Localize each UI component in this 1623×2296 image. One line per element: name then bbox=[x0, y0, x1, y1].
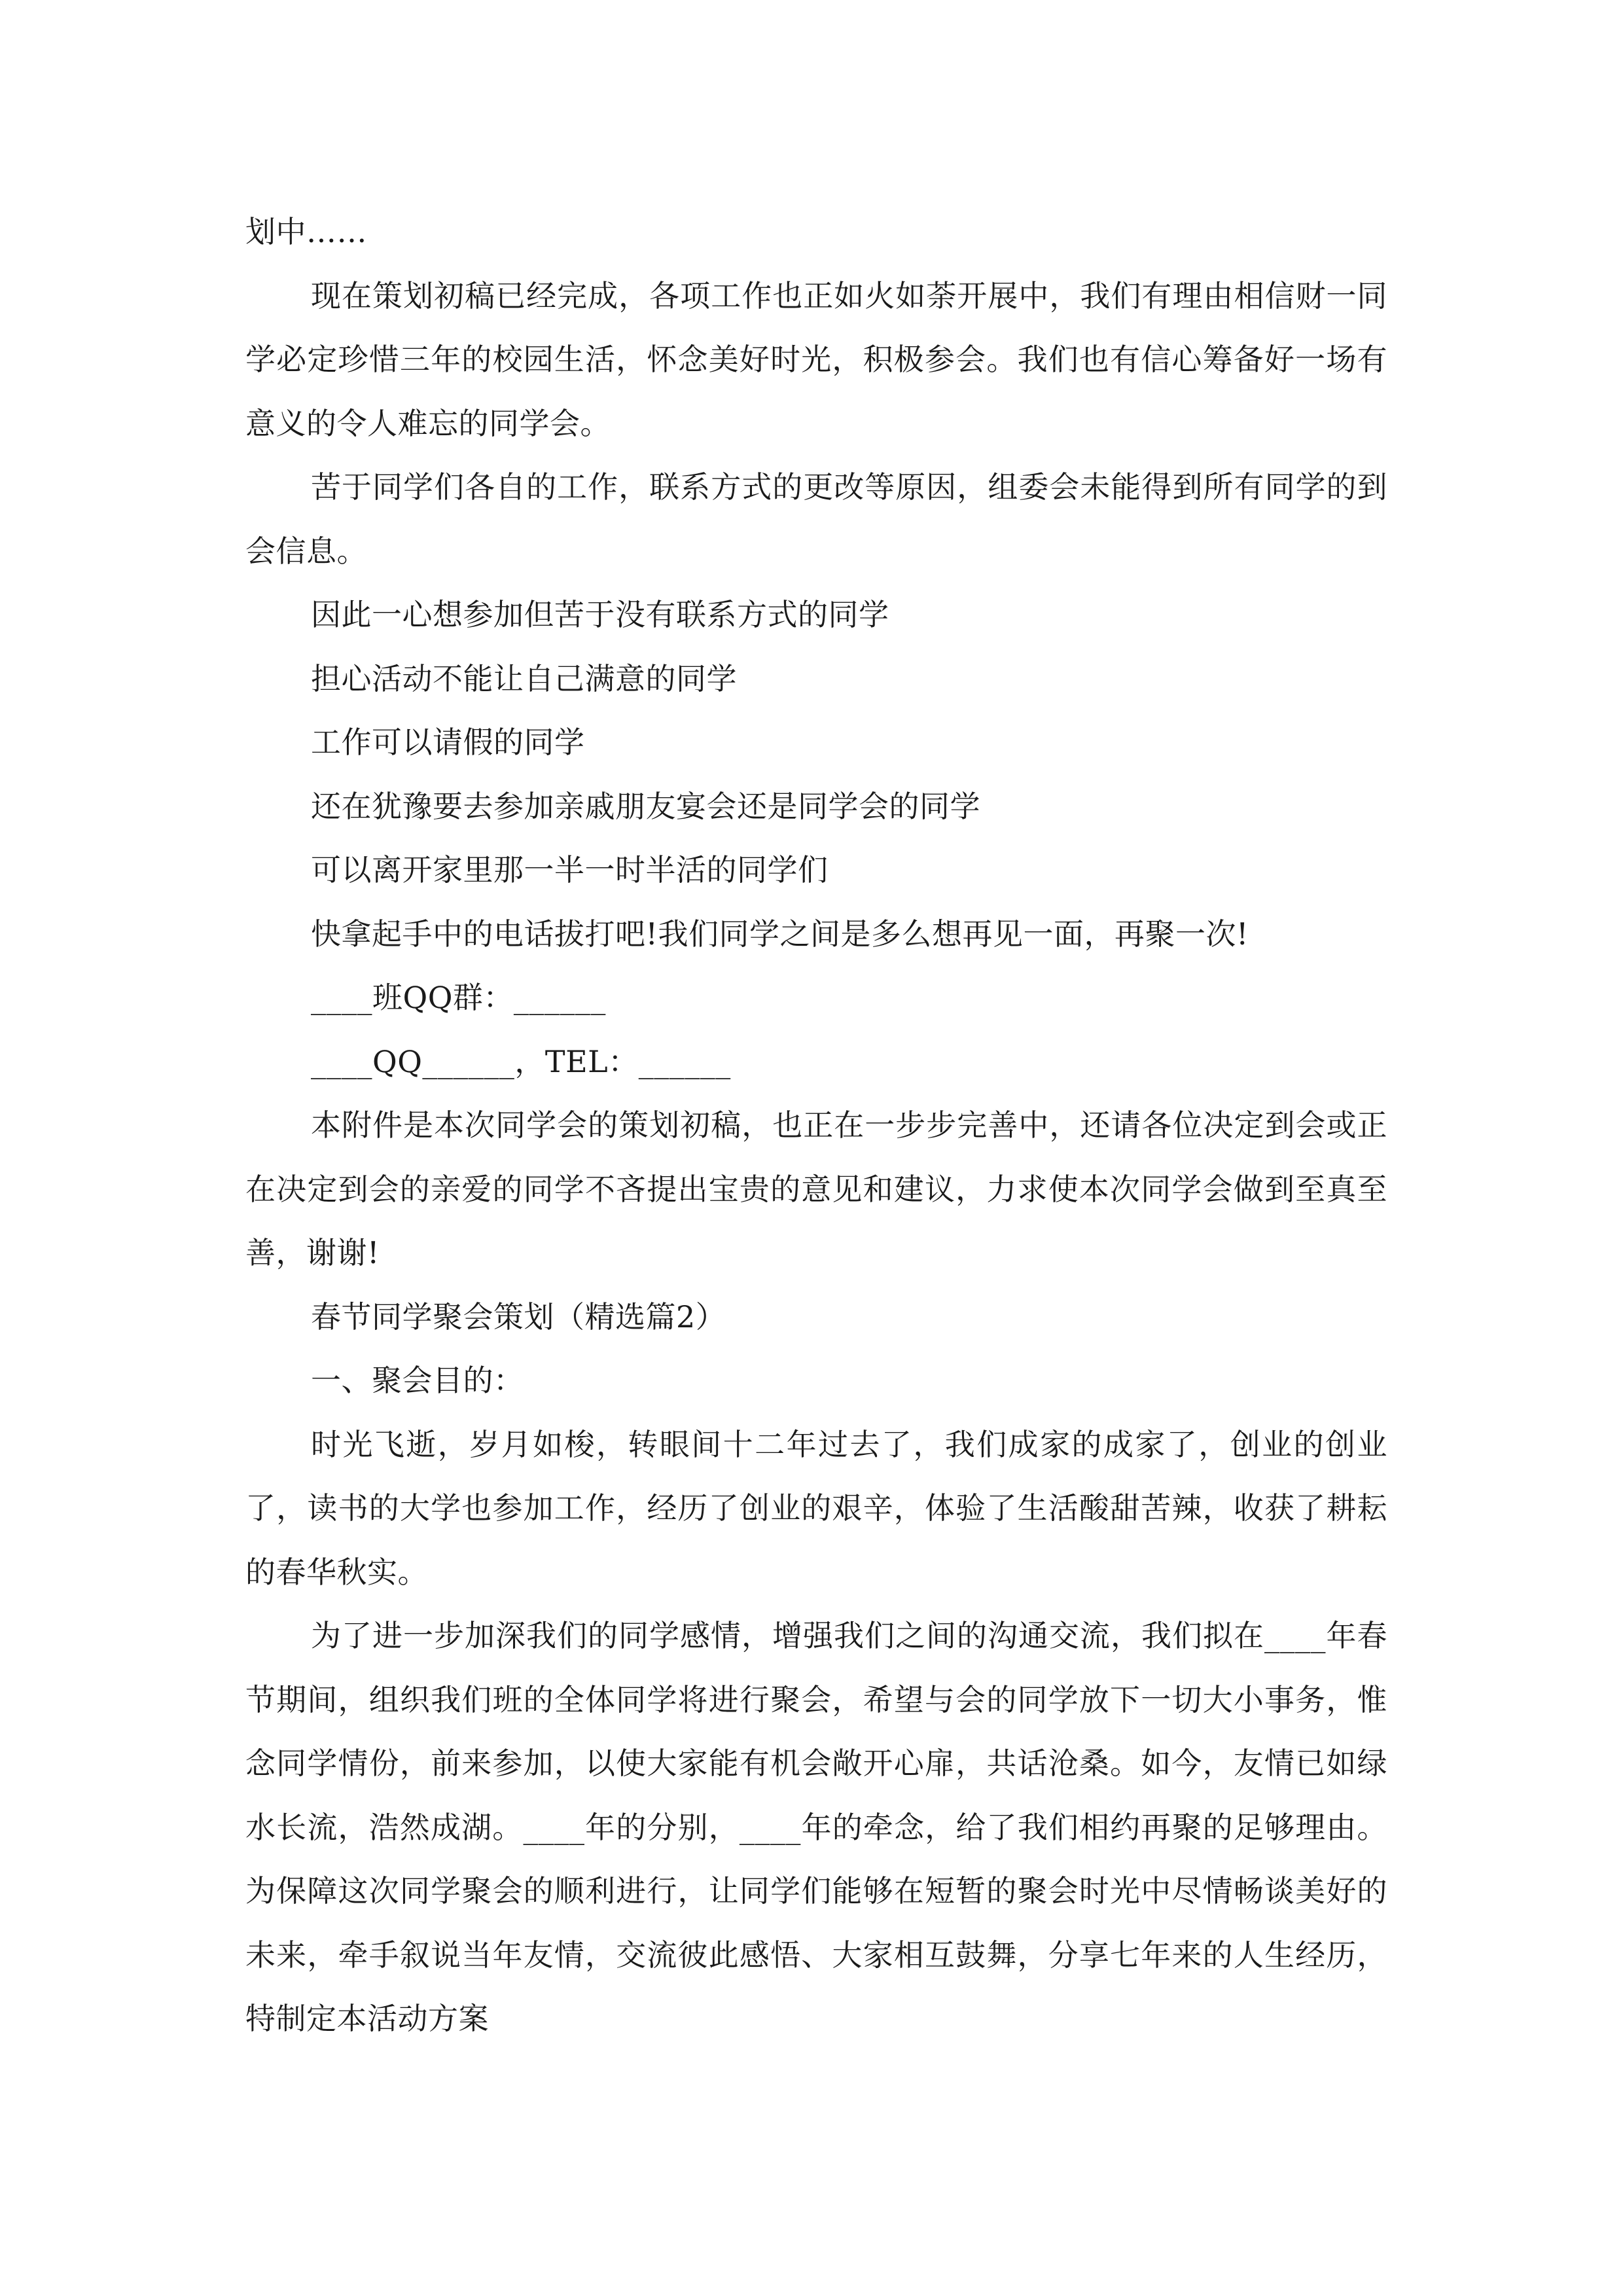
list-line-worried: 担心活动不能让自己满意的同学 bbox=[311, 660, 737, 696]
paragraph-continuation: 划中…… bbox=[245, 214, 367, 249]
list-line-no-contact: 因此一心想参加但苦于没有联系方式的同学 bbox=[311, 597, 889, 632]
paragraph-feedback-request: 本附件是本次同学会的策划初稿，也正在一步步完善中，还请各位决定到会或正在决定到会的亲爱的同学不吝提出宝贵的意见和建议，力求使本次同学会做到至真至善，谢谢! bbox=[245, 1107, 1387, 1270]
paragraph-plan-intro: 为了进一步加深我们的同学感情，增强我们之间的沟通交流，我们拟在____年春节期间，组织我们班的全体同学将进行聚会，希望与会的同学放下一切大小事务，惟念同学情份，前来参加，以使大家能有机会敞开心扉，共话沧桑。如今，友情已如绿水长流，浩然成湖。____年的分别，____年的牵念，给了我们相约再聚的足够理由。为保障这次同学聚会的顺利进行，让同学们能够在短暂的聚会时光中尽情畅谈美好的未来，牵手叙说当年友情，交流彼此感悟、大家相互鼓舞，分享七年来的人生经历，特制定本活动方案 bbox=[245, 1618, 1387, 2036]
list-line-leave: 工作可以请假的同学 bbox=[311, 725, 585, 760]
paragraph-draft-complete: 现在策划初稿已经完成，各项工作也正如火如荼开展中，我们有理由相信财一同学必定珍惜三年的校园生活，怀念美好时光，积极参会。我们也有信心筹备好一场有意义的令人难忘的同学会。 bbox=[245, 278, 1387, 441]
list-line-hesitating: 还在犹豫要去参加亲戚朋友宴会还是同学会的同学 bbox=[311, 788, 980, 824]
section-heading-purpose: 一、聚会目的： bbox=[311, 1363, 524, 1398]
section-title: 春节同学聚会策划（精选篇2） bbox=[311, 1299, 726, 1335]
paragraph-contact-issue: 苦于同学们各自的工作，联系方式的更改等原因，组委会未能得到所有同学的到会信息。 bbox=[245, 469, 1387, 569]
paragraph-call-to-action: 快拿起手中的电话拔打吧!我们同学之间是多么想再见一面，再聚一次! bbox=[311, 916, 1249, 952]
contact-qq-group: ____班QQ群：______ bbox=[311, 980, 606, 1015]
contact-qq-tel: ____QQ______，TEL：______ bbox=[311, 1043, 731, 1079]
list-line-away-from-home: 可以离开家里那一半一时半活的同学们 bbox=[311, 852, 829, 888]
paragraph-time-flies: 时光飞逝，岁月如梭，转眼间十二年过去了，我们成家的成家了，创业的创业了，读书的大学也参加工作，经历了创业的艰辛，体验了生活酸甜苦辣，收获了耕耘的春华秋实。 bbox=[245, 1426, 1387, 1590]
document-body bbox=[245, 200, 1387, 2051]
